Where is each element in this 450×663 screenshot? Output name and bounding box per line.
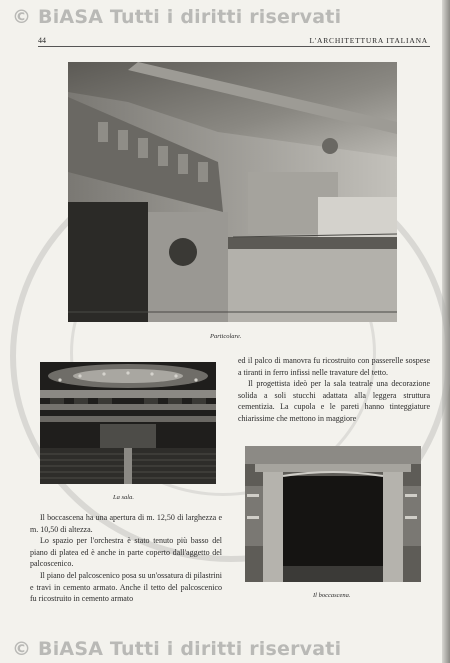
paragraph: Lo spazio per l'orchestra è stato tenuto più basso del piano di platea ed è anche in parte coperto dall'aggetto del palcoscenico. [30,536,222,569]
caption-particolare: Particolare. [210,333,242,340]
running-head: L'ARCHITETTURA ITALIANA [309,36,428,45]
text-column-right [238,355,430,425]
photo-particolare [68,62,397,322]
text-column-left [30,512,222,605]
header-rule [38,46,430,47]
paragraph: Il piano del palcoscenico posa su un'ossatura di pilastrini e travi in cemento armato. Anche il tetto del palcoscenico fu ricostruito in cemento armato [30,570,222,604]
photo-sala [40,362,216,484]
watermark-top: © BiASA Tutti i diritti riservati [12,6,342,28]
paragraph: Il progettista ideò per la sala teatrale una decorazione solida a soli stucchi adattata alla leggera struttura cementizia. La cupola e le pareti hanno tinteggiature chiarissime che mettono in maggiore [238,379,430,423]
caption-boccascena: Il boccascena. [313,592,351,599]
watermark-bottom: © BiASA Tutti i diritti riservati [12,638,342,660]
photo-boccascena [245,446,421,582]
page-number: 44 [38,36,46,45]
paragraph: ed il palco di manovra fu ricostruito con passerelle sospese a tiranti in ferro infissi nelle travature del tetto. [238,356,430,377]
paragraph: Il boccascena ha una apertura di m. 12,50 di larghezza e m. 10,50 di altezza. [30,513,222,534]
caption-sala: La sala. [113,494,134,501]
page-edge-shadow [442,0,450,663]
